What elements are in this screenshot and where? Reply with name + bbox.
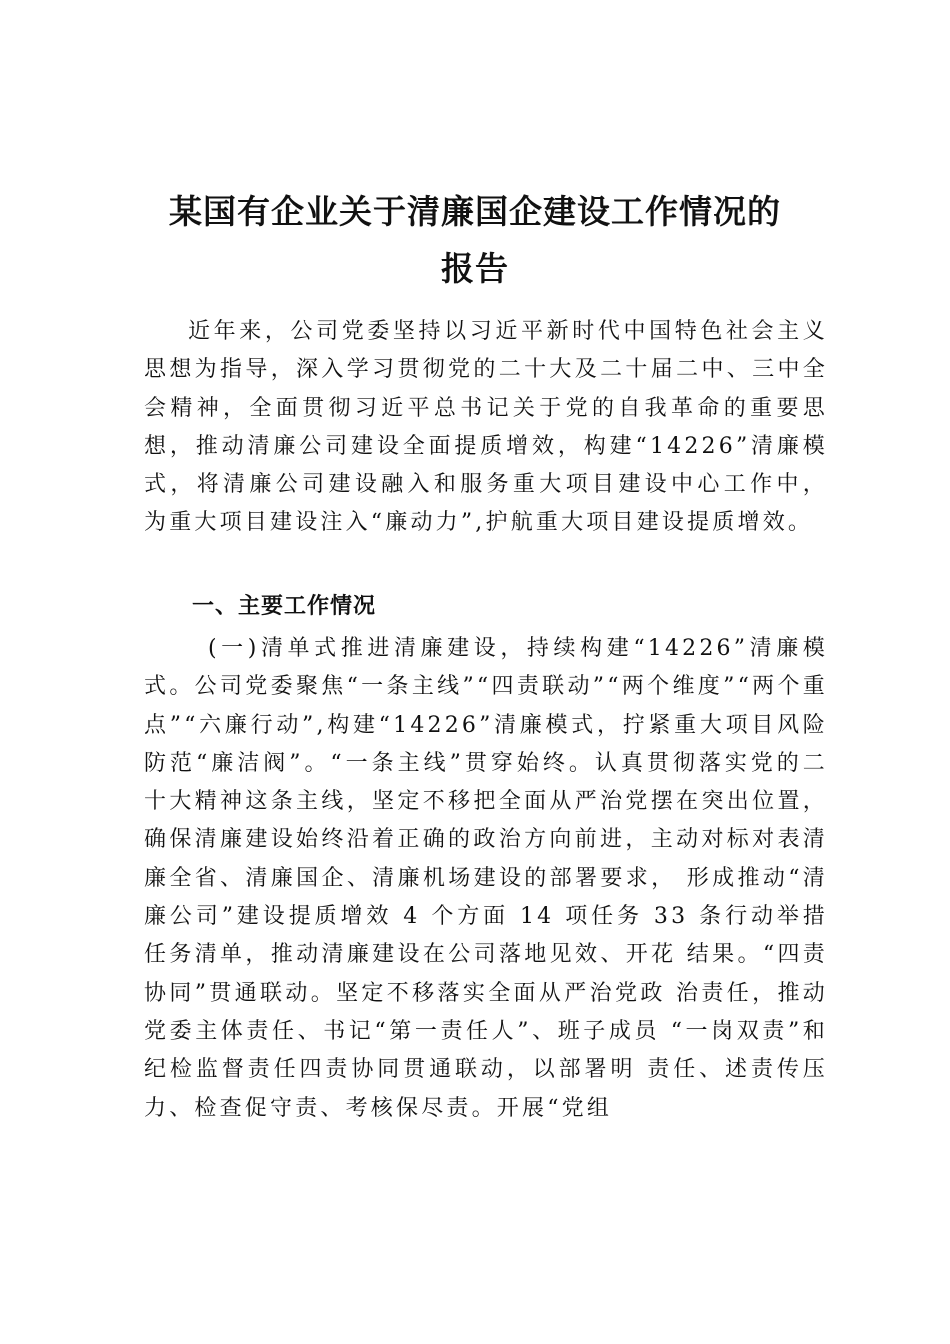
document-title-line-1: 某国有企业关于清廉国企建设工作情况的 bbox=[169, 192, 781, 232]
intro-paragraph: 近年来，公司党委坚持以习近平新时代中国特色社会主义思想为指导，深入学习贯彻党的二十大及二十届二中、三中全会精神，全面贯彻习近平总书记关于党的自我革命的重要思想，推动清廉公司建设全面提质增效，构建“14226”清廉模式，将清廉公司建设融入和服务重大项目建设中心工作中， 为重大项目建设注入“廉动力”,护航重大项目建设提质增效。 bbox=[144, 319, 828, 536]
document-title-line-2: 报告 bbox=[441, 249, 509, 289]
section-heading: 一、主要工作情况 bbox=[192, 594, 377, 619]
section-paragraph: (一)清单式推进清廉建设，持续构建“14226”清廉模式。公司党委聚焦“一条主线”“四责联动”“两个维度”“两个重点”“六廉行动”,构建“14226”清廉模式，拧紧重大项目风险防范“廉洁阀”。“一条主线”贯穿始终。认真贯彻落实党的二十大精神这条主线，坚定不移把全面从严治党摆在突出位置，确保清廉建设始终沿着正确的政治方向前进，主动对标对表清廉全省、清廉国企、清廉机场建设的部署要求， 形成推动“清廉公司”建设提质增效 4 个方面 14 项任务 33 条行动举措任务清单，推动清廉建设在公司落地见效、开花 结果。“四责协同”贯通联动。坚定不移落实全面从严治党政 治责任，推动党委主体责任、书记“第一责任人”、班子成员 “一岗双责”和纪检监督责任四责协同贯通联动，以部署明 责任、述责传压力、检查促守责、考核保尽责。开展“党组 bbox=[144, 636, 828, 1121]
